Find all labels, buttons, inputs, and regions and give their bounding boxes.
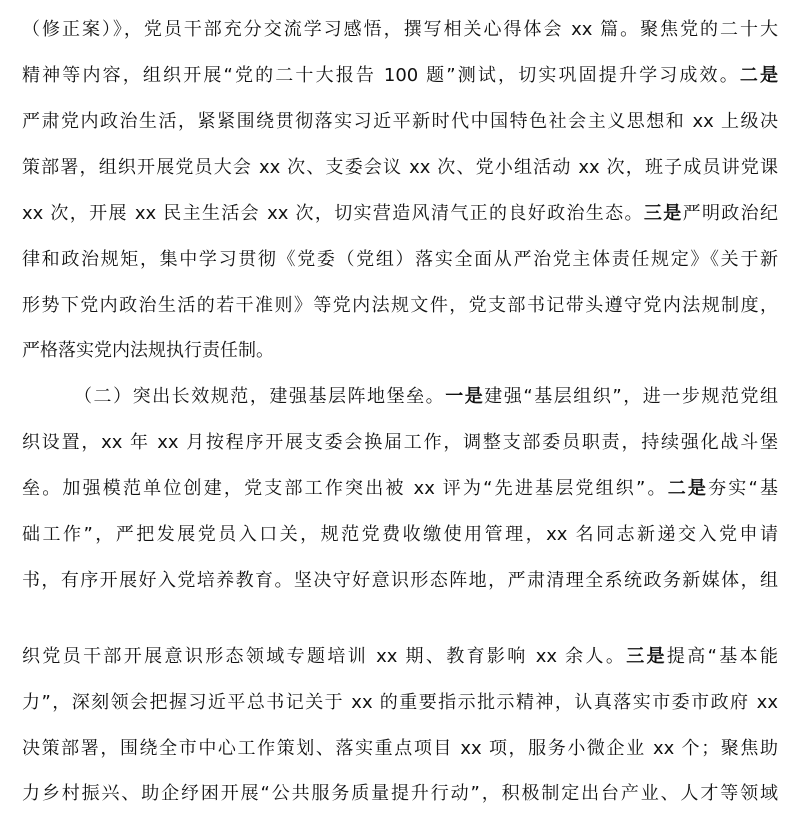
bold-keyword: 二是 (739, 65, 778, 86)
section-heading-line (22, 377, 778, 417)
text-line-7 (22, 286, 778, 326)
text-line-17 (22, 774, 778, 814)
text-run: 律和政治规矩，集中学习贯彻《党委（党组）落实全面从严治党主体责任规定》《关于新 (22, 249, 778, 270)
text-run: 书，有序开展好入党培养教育。坚决守好意识形态阵地，严肃清理全系统政务新媒体，组 (22, 570, 778, 591)
text-run: 力”，深刻领会把握习近平总书记关于 xx 的重要指示批示精神，认真落实市委市政府 xx (22, 692, 778, 713)
text-run: （修正案）》，党员干部充分交流学习感悟，撰写相关心得体会 xx 篇。聚焦党的二十大 (22, 19, 778, 40)
text-line-8 (22, 331, 778, 371)
text-run: 织党员干部开展意识形态领域专题培训 xx 期、教育影响 xx 余人。 (22, 646, 627, 667)
text-run: 垒。加强模范单位创建，党支部工作突出被 xx 评为“先进基层党组织”。 (22, 478, 668, 499)
text-run: 决策部署，围绕全市中心工作策划、落实重点项目 xx 项，服务小微企业 xx 个；聚焦助 (22, 738, 778, 759)
text-run: 建强“基层组织”，进一步规范党组 (484, 386, 778, 407)
text-line-12 (22, 515, 778, 555)
text-run: 力乡村振兴、助企纾困开展“公共服务质量提升行动”，积极制定出台产业、人才等领域 (22, 783, 778, 804)
text-line-4 (22, 148, 778, 188)
text-run: 严肃党内政治生活，紧紧围绕贯彻落实习近平新时代中国特色社会主义思想和 xx 上级决 (22, 111, 778, 132)
text-line-5 (22, 194, 778, 234)
text-line-14 (22, 637, 778, 677)
text-run: 精神等内容，组织开展“党的二十大报告 100 题”测试，切实巩固提升学习成效。 (22, 65, 740, 86)
text-line-2 (22, 56, 778, 96)
text-line-3 (22, 102, 778, 142)
bold-keyword: 一是 (445, 386, 485, 407)
text-line-1 (22, 10, 778, 50)
text-run: 织设置，xx 年 xx 月按程序开展支委会换届工作，调整支部委员职责，持续强化战斗堡 (22, 432, 778, 453)
text-run: （二）突出长效规范，建强基层阵地堡垒。 (74, 386, 446, 407)
text-line-10 (22, 423, 778, 463)
text-line-13 (22, 561, 778, 601)
text-line-11 (22, 469, 778, 509)
text-line-16 (22, 729, 778, 769)
text-run: 策部署，组织开展党员大会 xx 次、支委会议 xx 次、党小组活动 xx 次，班子成员讲党课 (22, 157, 778, 178)
bold-keyword: 二是 (667, 478, 709, 499)
text-line-15 (22, 683, 778, 723)
text-run: 严明政治纪 (682, 203, 778, 224)
text-run: 夯实“基 (708, 478, 778, 499)
text-run: 础工作”，严把发展党员入口关，规范党费收缴使用管理，xx 名同志新递交入党申请 (22, 524, 778, 545)
text-run: 提高“基本能 (666, 646, 778, 667)
bold-keyword: 三是 (643, 203, 683, 224)
text-run: xx 次，开展 xx 民主生活会 xx 次，切实营造风清气正的良好政治生态。 (22, 203, 644, 224)
bold-keyword: 三是 (626, 646, 667, 667)
text-line-6 (22, 240, 778, 280)
text-run: 形势下党内政治生活的若干准则》等党内法规文件，党支部书记带头遵守党内法规制度， (22, 295, 778, 316)
text-run: 严格落实党内法规执行责任制。 (22, 340, 274, 361)
